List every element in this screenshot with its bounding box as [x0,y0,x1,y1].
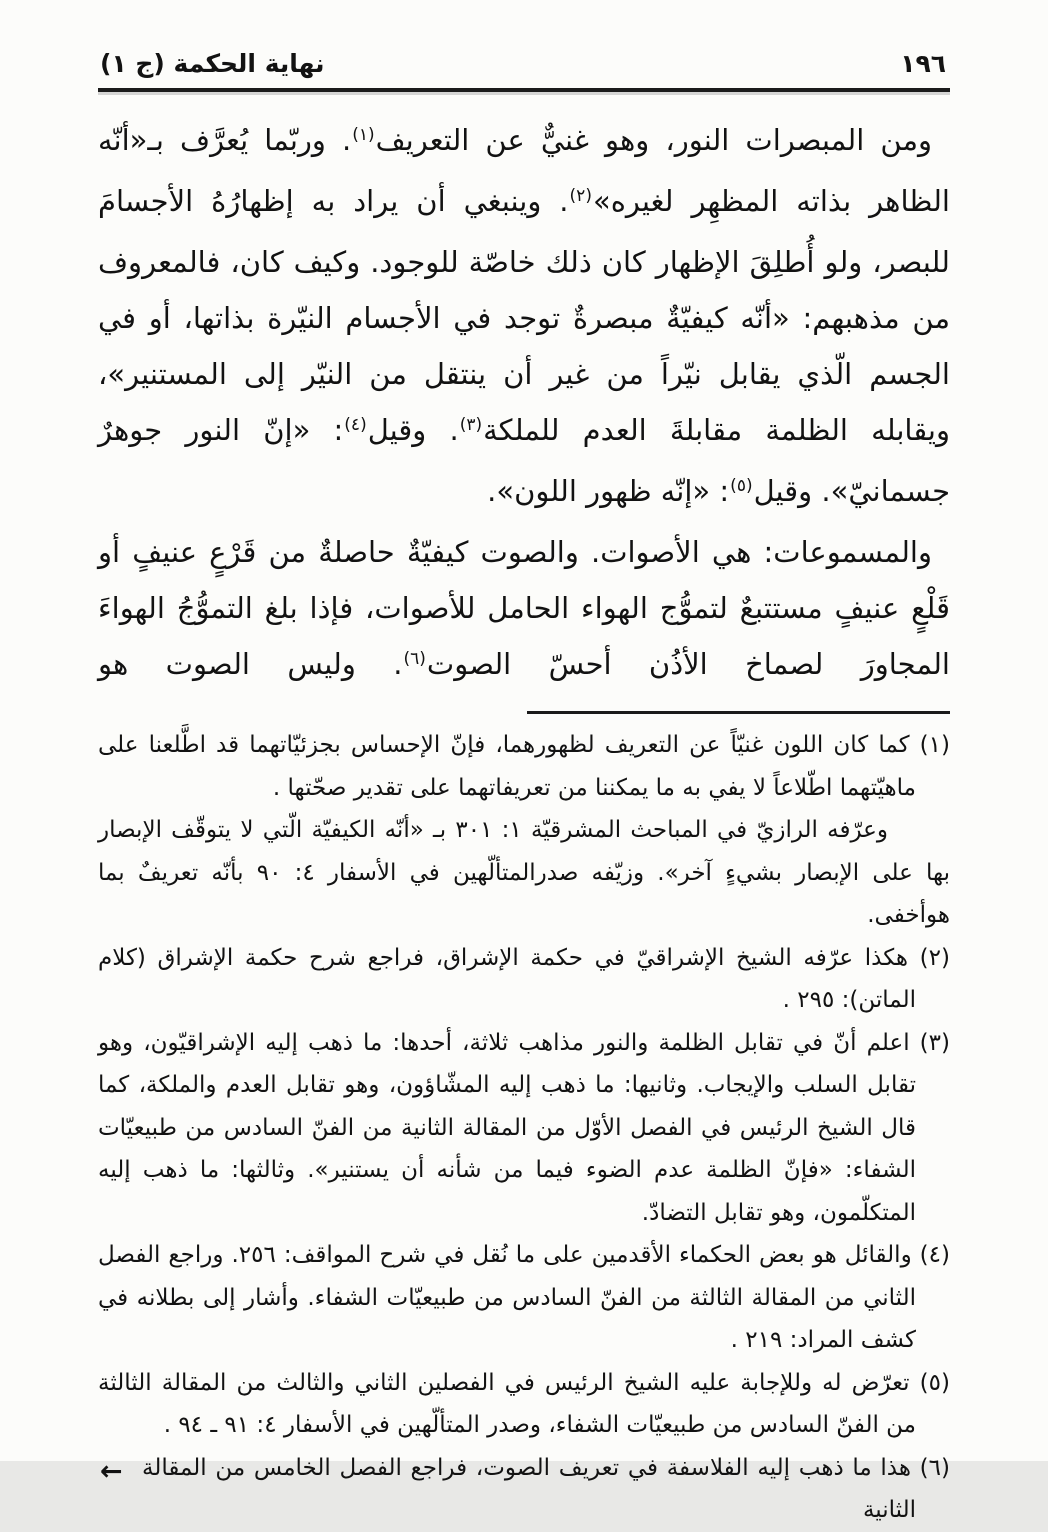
body-p1-text-0: ومن المبصرات النور، وهو غنيٌّ عن التعريف [375,123,932,157]
body-p2-text-0: والمسموعات: هي الأصوات. والصوت كيفيّةٌ حاصلةٌ من قَرْعٍ عنيفٍ أو قَلْعٍ عنيفٍ مستتبعٌ لتموُّج الهواء الحامل للأصوات، فإذا بلغ التموُّجُ الهواءَ المجاورَ لصماخ الأذُن أحسّ الصوت [98,535,950,681]
body-p1-text-8: : «إنّ النور جوهرٌ جسمانيّ». وقيل [98,413,950,508]
continuation-arrow-icon: ← [100,1455,123,1487]
footnotes-section [98,724,950,1532]
body-text [98,112,950,697]
footnote-6-text: (٦) هذا ما ذهب إليه الفلاسفة في تعريف الصوت، فراجع الفصل الخامس من المقالة الثانية [142,1454,950,1523]
footnote-ref-2: (٢) [569,186,592,206]
footnote-4: (٤) والقائل هو بعض الحكماء الأقدمين على ما نُقل في شرح المواقف: ٢٥٦. وراجع الفصل الثاني من المقالة الثالثة من الفنّ السادس من طبيعيّات الشفاء. وأشار إلى بطلانه في كشف المراد: ٢١٩ . [98,1242,950,1353]
footnote-ref-3: (٣) [459,415,483,435]
footnote-ref-1: (١) [352,125,375,145]
paragraph-on-light [98,112,950,524]
body-p1-text-6: . وقيل [367,413,459,447]
page-number: ١٩٦ [900,49,946,78]
footnote-3: (٣) اعلم أنّ في تقابل الظلمة والنور مذاهب ثلاثة، أحدها: ما ذهب إليه الإشراقيّون، وهو تقابل السلب والإيجاب. وثانيها: ما ذهب إليه المشّاؤون، وهو تقابل العدم والملكة، كما قال الشيخ الرئيس في الفصل الأوّل من المقالة الثانية من الفنّ السادس من طبيعيّات الشفاء: «فإنّ الظلمة عدم الضوء فيما من شأنه أن يستنير». وثالثها: ما ذهب إليه المتكلّمون، وهو تقابل التضادّ. [98,1029,950,1226]
paragraph-on-sounds [98,524,950,697]
footnote-ref-5: (٥) [730,476,753,496]
book-title: نهاية الحكمة (ج ١) [100,49,325,78]
footnote-ref-4: (٤) [344,415,367,435]
body-p2-text-2: . وليس الصوت هو [98,647,403,681]
footnote-ref-6: (٦) [403,649,426,669]
page-header [98,34,950,92]
footnote-5: (٥) تعرّض له وللإجابة عليه الشيخ الرئيس في الفصلين الثاني والثالث من المقالة الثالثة من الفنّ السادس من طبيعيّات الشفاء، وصدر المتألّهين في الأسفار ٤: ٩١ ـ ٩٤ . [98,1369,950,1438]
footnote-6 [98,1447,950,1532]
footnote-1-continued: وعرّفه الرازيّ في المباحث المشرقيّة ١: ٣٠١ بـ «أنّه الكيفيّة الّتي لا يتوقّف الإبصار بها على الإبصار بشيءٍ آخر». وزيّفه صدرالمتألّهين في الأسفار ٤: ٩٠ بأنّه تعريفٌ بما هوأخفى. [98,817,950,928]
body-p1-text-2: . وربّما يُعرَّف بـ«أنّه الظاهر بذاته المظهِر لغيره» [98,123,950,218]
footnote-2: (٢) هكذا عرّفه الشيخ الإشراقيّ في حكمة الإشراق، فراجع شرح حكمة الإشراق (كلام الماتن): ٢٩٥ . [98,944,950,1013]
body-p1-text-4: . وينبغي أن يراد به إظهارُهُ الأجسامَ للبصر، ولو أُطلِقَ الإظهار كان ذلك خاصّة للوجود. وكيف كان، فالمعروف من مذهبهم: «أنّه كيفيّةٌ مبصرةٌ توجد في الأجسام النيّرة بذاتها، أو في الجسم الّذي يقابل نيّراً من غير أن ينتقل من النيّر إلى المستنير»، ويقابله الظلمة مقابلةَ العدم للملكة [98,184,950,447]
body-p1-text-10: : «إنّه ظهور اللون». [487,474,730,508]
footnote-1: (١) كما كان اللون غنيّاً عن التعريف لظهورهما، فإنّ الإحساس بجزئيّاتهما قد اطَّلعنا على ماهيّتهما اطّلاعاً لا يفي به ما يمكننا من تعريفاتهما على تقدير صحّتها . [98,732,950,801]
footnote-separator [527,711,950,714]
